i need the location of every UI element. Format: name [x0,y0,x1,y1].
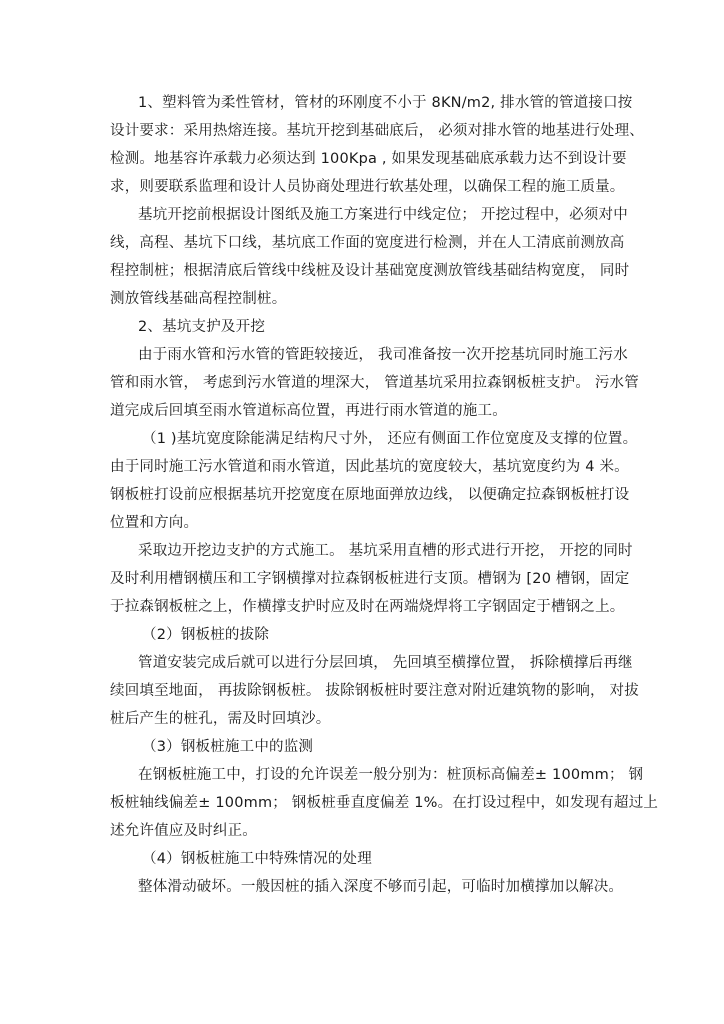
paragraph-line: 钢板桩打设前应根据基坑开挖宽度在原地面弹放边线， 以便确定拉森钢板桩打设 [110,487,630,503]
paragraph-line: 续回填至地面， 再拔除钢板桩。 拔除钢板桩时要注意对附近建筑物的影响， 对拔 [110,683,639,699]
paragraph-line: 由于同时施工污水管道和雨水管道，因此基坑的宽度较大，基坑宽度约为 4 米。 [110,459,629,475]
paragraph-line: 程控制桩；根据清底后管线中线桩及设计基础宽度测放管线基础结构宽度， 同时 [110,263,630,279]
paragraph-line: 述允许值应及时纠正。 [110,823,257,839]
subsection-heading: （4）钢板桩施工中特殊情况的处理 [142,851,372,867]
paragraph-line: 整体滑动破坏。一般因桩的插入深度不够而引起，可临时加横撑加以解决。 [138,879,624,895]
paragraph-line: 测放管线基础高程控制桩。 [110,291,287,307]
paragraph-line: 由于雨水管和污水管的管距较接近， 我司准备按一次开挖基坑同时施工污水 [138,347,628,363]
paragraph-line: 线，高程、基坑下口线，基坑底工作面的宽度进行检测，并在人工清底前测放高 [110,235,625,251]
paragraph-line: 位置和方向。 [110,515,199,531]
paragraph-line: 求，则要联系监理和设计人员协商处理进行软基处理，以确保工程的施工质量。 [110,179,625,195]
paragraph-line: （1 )基坑宽度除能满足结构尺寸外， 还应有侧面工作位宽度及支撑的位置。 [142,431,638,447]
paragraph-line: 基坑开挖前根据设计图纸及施工方案进行中线定位； 开挖过程中，必须对中 [138,207,628,223]
paragraph-line: 板桩轴线偏差± 100mm； 钢板桩垂直度偏差 1%。在打设过程中，如发现有超过上 [110,795,659,811]
paragraph-line: 管道安装完成后就可以进行分层回填， 先回填至横撑位置， 拆除横撑后再继 [138,655,633,671]
paragraph-line: 管和雨水管， 考虑到污水管道的埋深大， 管道基坑采用拉森钢板桩支护。 污水管 [110,375,639,391]
paragraph-line: 1、塑料管为柔性管材，管材的环刚度不小于 8KN/m2, 排水管的管道接口按 [138,95,633,111]
section-heading: 2、基坑支护及开挖 [138,319,266,335]
paragraph-line: 设计要求：采用热熔连接。基坑开挖到基础底后， 必须对排水管的地基进行处理、 [110,123,645,139]
paragraph-line: 采取边开挖边支护的方式施工。 基坑采用直槽的形式进行开挖， 开挖的同时 [138,543,633,559]
subsection-heading: （2）钢板桩的拔除 [142,627,270,643]
paragraph-line: 检测。地基容许承载力必须达到 100Kpa , 如果发现基础底承载力达不到设计要 [110,151,627,167]
paragraph-line: 道完成后回填至雨水管道标高位置，再进行雨水管道的施工。 [110,403,507,419]
paragraph-line: 及时利用槽钢横压和工字钢横撑对拉森钢板桩进行支顶。槽钢为 [20 槽钢，固定 [110,571,630,587]
subsection-heading: （3）钢板桩施工中的监测 [142,739,314,755]
paragraph-line: 桩后产生的桩孔，需及时回填沙。 [110,711,331,727]
paragraph-line: 于拉森钢板桩之上，作横撑支护时应及时在两端烧焊将工字钢固定于槽钢之上。 [110,599,625,615]
paragraph-line: 在钢板桩施工中，打设的允许误差一般分别为：桩顶标高偏差± 100mm； 钢 [138,767,644,783]
